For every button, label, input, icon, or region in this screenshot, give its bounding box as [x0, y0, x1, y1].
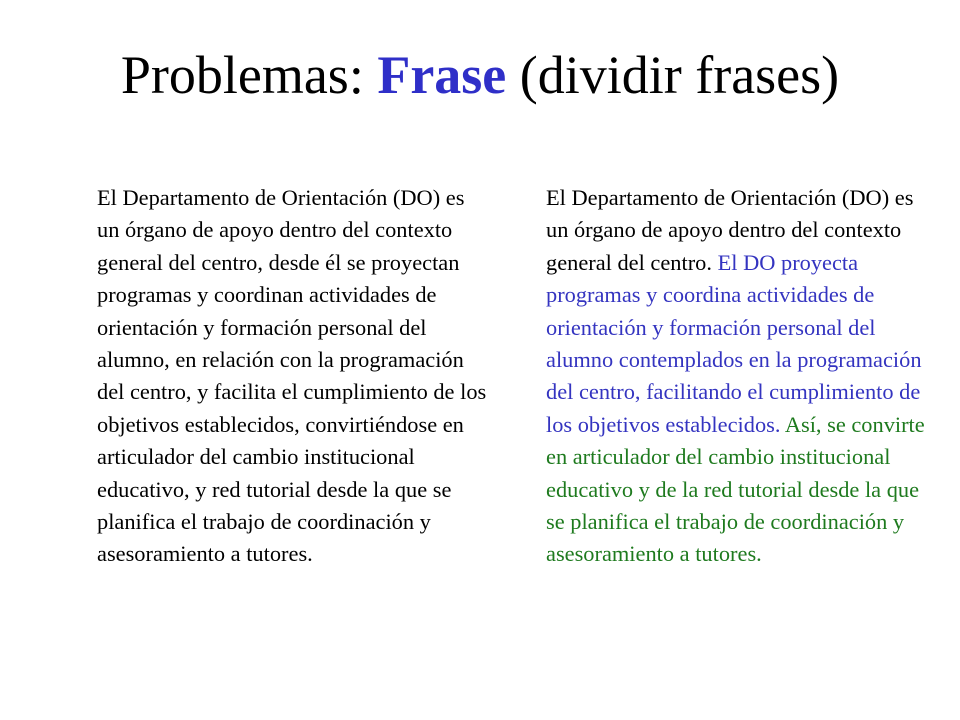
rewritten-sentence-2: El DO proyecta programas y coordina actividades de orientación y formación personal del alumno contemplados en la programación del centro, facilitando el cumplimiento de los objetivos establecidos. [546, 249, 922, 437]
original-paragraph-text: El Departamento de Orientación (DO) es un órgano de apoyo dentro del contexto general del centro, desde él se proyectan programas y coordinan actividades de orientación y formación personal del alumno, en relación con la programación del centro, y facilita el cumplimiento de los objetivos establecidos, convirtiéndose en articulador del cambio institucional educativo, y red tutorial desde la que se planifica el trabajo de coordinación y asesoramiento a tutores. [97, 185, 487, 567]
slide-title [0, 42, 960, 108]
rewritten-sentence-1: El Departamento de Orientación (DO) es un órgano de apoyo dentro del contexto general del centro. [546, 185, 914, 275]
title-prefix: Problemas: [120, 45, 378, 105]
original-paragraph [97, 182, 487, 571]
rewritten-paragraph [546, 182, 936, 571]
title-suffix: (dividir frases) [506, 45, 840, 105]
title-highlight: Frase [377, 45, 507, 105]
rewritten-sentence-3: Así, se convirte en articulador del cambio institucional educativo y de la red tutorial desde la que se planifica el trabajo de coordinación y asesoramiento a tutores. [546, 411, 925, 567]
